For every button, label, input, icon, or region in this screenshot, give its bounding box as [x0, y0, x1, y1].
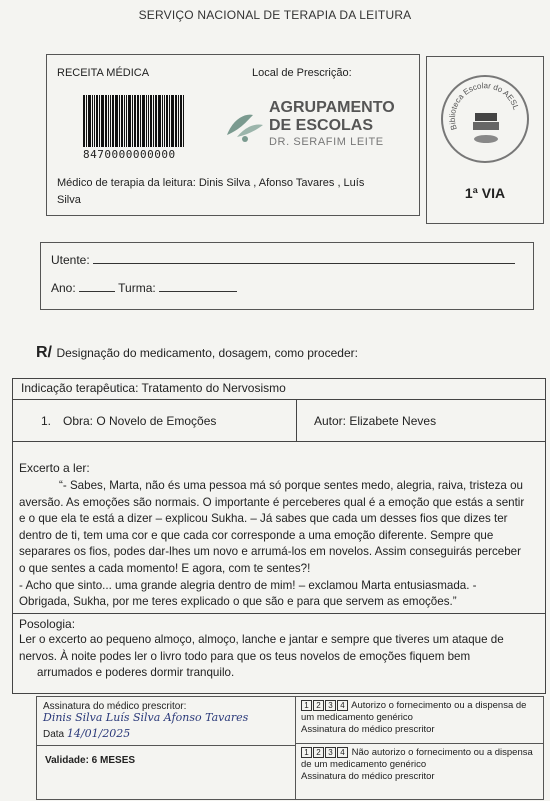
- barcode-bar: [96, 95, 98, 147]
- checkbox-2[interactable]: 2: [313, 700, 324, 711]
- barcode-bar: [148, 95, 149, 147]
- divider-3: [13, 613, 545, 614]
- barcode-bar: [126, 95, 127, 147]
- barcode-bar: [88, 95, 91, 147]
- barcode-bar: [108, 95, 109, 147]
- divider-1: [13, 399, 545, 400]
- barcode-number: 8470000000000: [83, 148, 176, 161]
- option-authorize: [301, 700, 541, 736]
- barcode: [83, 95, 209, 161]
- authorize-text-2: um medicamento genérico: [301, 712, 413, 723]
- barcode-bar: [132, 95, 133, 147]
- rx-designation-text: Designação do medicamento, dosagem, como proceder:: [56, 346, 358, 360]
- checkbox-1[interactable]: 1: [301, 747, 312, 758]
- not-authorize-signature: Assinatura do médico prescritor: [301, 771, 435, 782]
- barcode-bar: [166, 95, 168, 147]
- excerpt-label: Excerto a ler:: [19, 461, 90, 475]
- excerpt-line: “- Sabes, Marta, não és uma pessoa má só porque sentes medo, alegria, raiva, tristeza ou: [59, 479, 523, 492]
- checkbox-4[interactable]: 4: [337, 700, 348, 711]
- school-name-3: DR. SERAFIM LEITE: [269, 136, 384, 148]
- school-name-2: DE ESCOLAS: [269, 117, 374, 134]
- work-number: 1.: [41, 414, 52, 428]
- barcode-bar: [94, 95, 95, 147]
- barcode-bar: [180, 95, 182, 147]
- checkbox-2[interactable]: 2: [313, 747, 324, 758]
- ano-turma-field: [51, 279, 237, 295]
- barcode-bar: [158, 95, 161, 147]
- checkbox-4[interactable]: 4: [337, 747, 348, 758]
- ano-line[interactable]: [79, 279, 115, 292]
- barcode-bar: [171, 95, 174, 147]
- date-field: [43, 727, 130, 740]
- authorize-text: Autorizo o fornecimento ou a dispensa de: [351, 700, 527, 711]
- rx-symbol: R/: [36, 344, 52, 361]
- work-author: Autor: Elizabete Neves: [314, 414, 437, 428]
- barcode-bar: [142, 95, 145, 147]
- barcode-bar: [124, 95, 125, 147]
- barcode-bar: [128, 95, 131, 147]
- checkbox-3[interactable]: 3: [325, 747, 336, 758]
- utente-label: Utente:: [51, 253, 90, 267]
- place-label: Local de Prescrição:: [252, 67, 352, 79]
- barcode-bar: [83, 95, 85, 147]
- excerpt-line: o que sentes a cada momento! E agora, com te sentes?!: [19, 561, 311, 575]
- barcode-bar: [146, 95, 147, 147]
- barcode-bar: [115, 95, 118, 147]
- doctor-line-1: Médico de terapia da leitura: Dinis Silva , Afonso Tavares , Luís: [57, 177, 365, 189]
- excerpt-line: - Acho que sinto... uma grande alegria dentro de mim! – exclamou Marta entusiasmada. -: [19, 578, 477, 592]
- barcode-bar: [153, 95, 154, 147]
- excerpt-line: dentro de ti, tem uma cor e que cada cor corresponde a uma emoção diferente. Sempre que: [19, 528, 494, 542]
- excerpt-line: e o que ela te está a dizer – explicou Sukha. – Já sabes que cada um desses fios que dizes ter: [19, 512, 508, 526]
- posology-label: Posologia:: [19, 617, 76, 631]
- turma-line[interactable]: [159, 279, 237, 292]
- barcode-bar: [134, 95, 136, 147]
- checkbox-3[interactable]: 3: [325, 700, 336, 711]
- excerpt-text: [19, 478, 541, 611]
- checkbox-1[interactable]: 1: [301, 700, 312, 711]
- posology-text: [19, 632, 541, 682]
- barcode-bar: [112, 95, 114, 147]
- not-authorize-text-2: de um medicamento genérico: [301, 759, 427, 770]
- barcode-bar: [175, 95, 177, 147]
- excerpt-line: aversão. As emoções são normais. O importante é perceberes qual é a emoção que estás a sentir: [19, 495, 525, 509]
- footer-hdivider-right: [295, 743, 543, 744]
- ano-label: Ano:: [51, 281, 76, 295]
- signature-label: Assinatura do médico prescritor:: [43, 701, 187, 712]
- library-stamp: [441, 75, 529, 163]
- footer-hdivider-left: [37, 745, 295, 746]
- via-label: 1ª VIA: [464, 185, 506, 201]
- barcode-bar: [150, 95, 152, 147]
- posology-line: Ler o excerto ao pequeno almoço, almoço, lanche e jantar e sempre que tiveres um ataque de: [19, 633, 504, 646]
- patient-box: [40, 242, 534, 310]
- stamp-text: Biblioteca Escolar do AESL: [447, 81, 521, 132]
- barcode-bar: [92, 95, 93, 147]
- turma-label: Turma:: [118, 281, 156, 295]
- barcode-bar: [178, 95, 179, 147]
- barcode-bar: [162, 95, 163, 147]
- date-label: Data: [43, 729, 65, 740]
- barcode-bar: [121, 95, 123, 147]
- footer: [36, 696, 544, 800]
- barcode-bar: [110, 95, 111, 147]
- barcode-bar: [99, 95, 100, 147]
- excerpt-line: separares os fios, podes dar-lhes um novo e arrumá-los em novelos. Assim conseguirás perceber: [19, 545, 521, 559]
- excerpt-line: Obrigada, Sukha, por me teres explicado o que são e para que servem as emoções.”: [19, 595, 457, 609]
- work-divider: [296, 399, 297, 441]
- via-box: [426, 56, 544, 224]
- indication-text: Indicação terapêutica: Tratamento do Nervosismo: [21, 381, 286, 395]
- leaf-logo-icon: [223, 101, 267, 145]
- stamp-icon: [443, 77, 527, 161]
- authorize-signature: Assinatura do médico prescritor: [301, 724, 435, 735]
- work-title: Obra: O Novelo de Emoções: [63, 414, 217, 428]
- treatment-table: [12, 378, 546, 694]
- barcode-bar: [137, 95, 139, 147]
- posology-line: arrumados e poderes dormir tranquilo.: [37, 666, 235, 680]
- barcode-bar: [164, 95, 165, 147]
- barcode-bar: [101, 95, 104, 147]
- doctor-line-2: Silva: [57, 194, 81, 206]
- page-title: SERVIÇO NACIONAL DE TERAPIA DA LEITURA: [138, 8, 412, 22]
- barcode-bar: [169, 95, 170, 147]
- footer-vdivider: [295, 697, 296, 799]
- prescription-label: RECEITA MÉDICA: [57, 67, 150, 79]
- barcode-bar: [155, 95, 157, 147]
- option-not-authorize: [301, 747, 541, 783]
- prescription-box: [46, 54, 420, 216]
- utente-line[interactable]: [93, 251, 515, 264]
- posology-line: nervos. À noite podes ler o livro todo para que os teus novelos de emoções fiquem bem: [19, 649, 471, 663]
- utente-field: [51, 251, 515, 267]
- validity: Validade: 6 MESES: [45, 755, 136, 766]
- barcode-bar: [140, 95, 141, 147]
- barcode-bar: [119, 95, 120, 147]
- date-value: 14/01/2025: [66, 727, 131, 740]
- school-name-1: AGRUPAMENTO: [269, 99, 395, 116]
- barcode-bar: [183, 95, 184, 147]
- barcode-bar: [86, 95, 87, 147]
- rx-designation: [36, 344, 358, 362]
- not-authorize-text: Não autorizo o fornecimento ou a dispensa: [351, 747, 533, 758]
- divider-2: [13, 441, 545, 442]
- barcode-bar: [105, 95, 107, 147]
- signature: Dinis Silva Luís Silva Afonso Tavares: [43, 711, 249, 724]
- school-logo: [223, 97, 393, 153]
